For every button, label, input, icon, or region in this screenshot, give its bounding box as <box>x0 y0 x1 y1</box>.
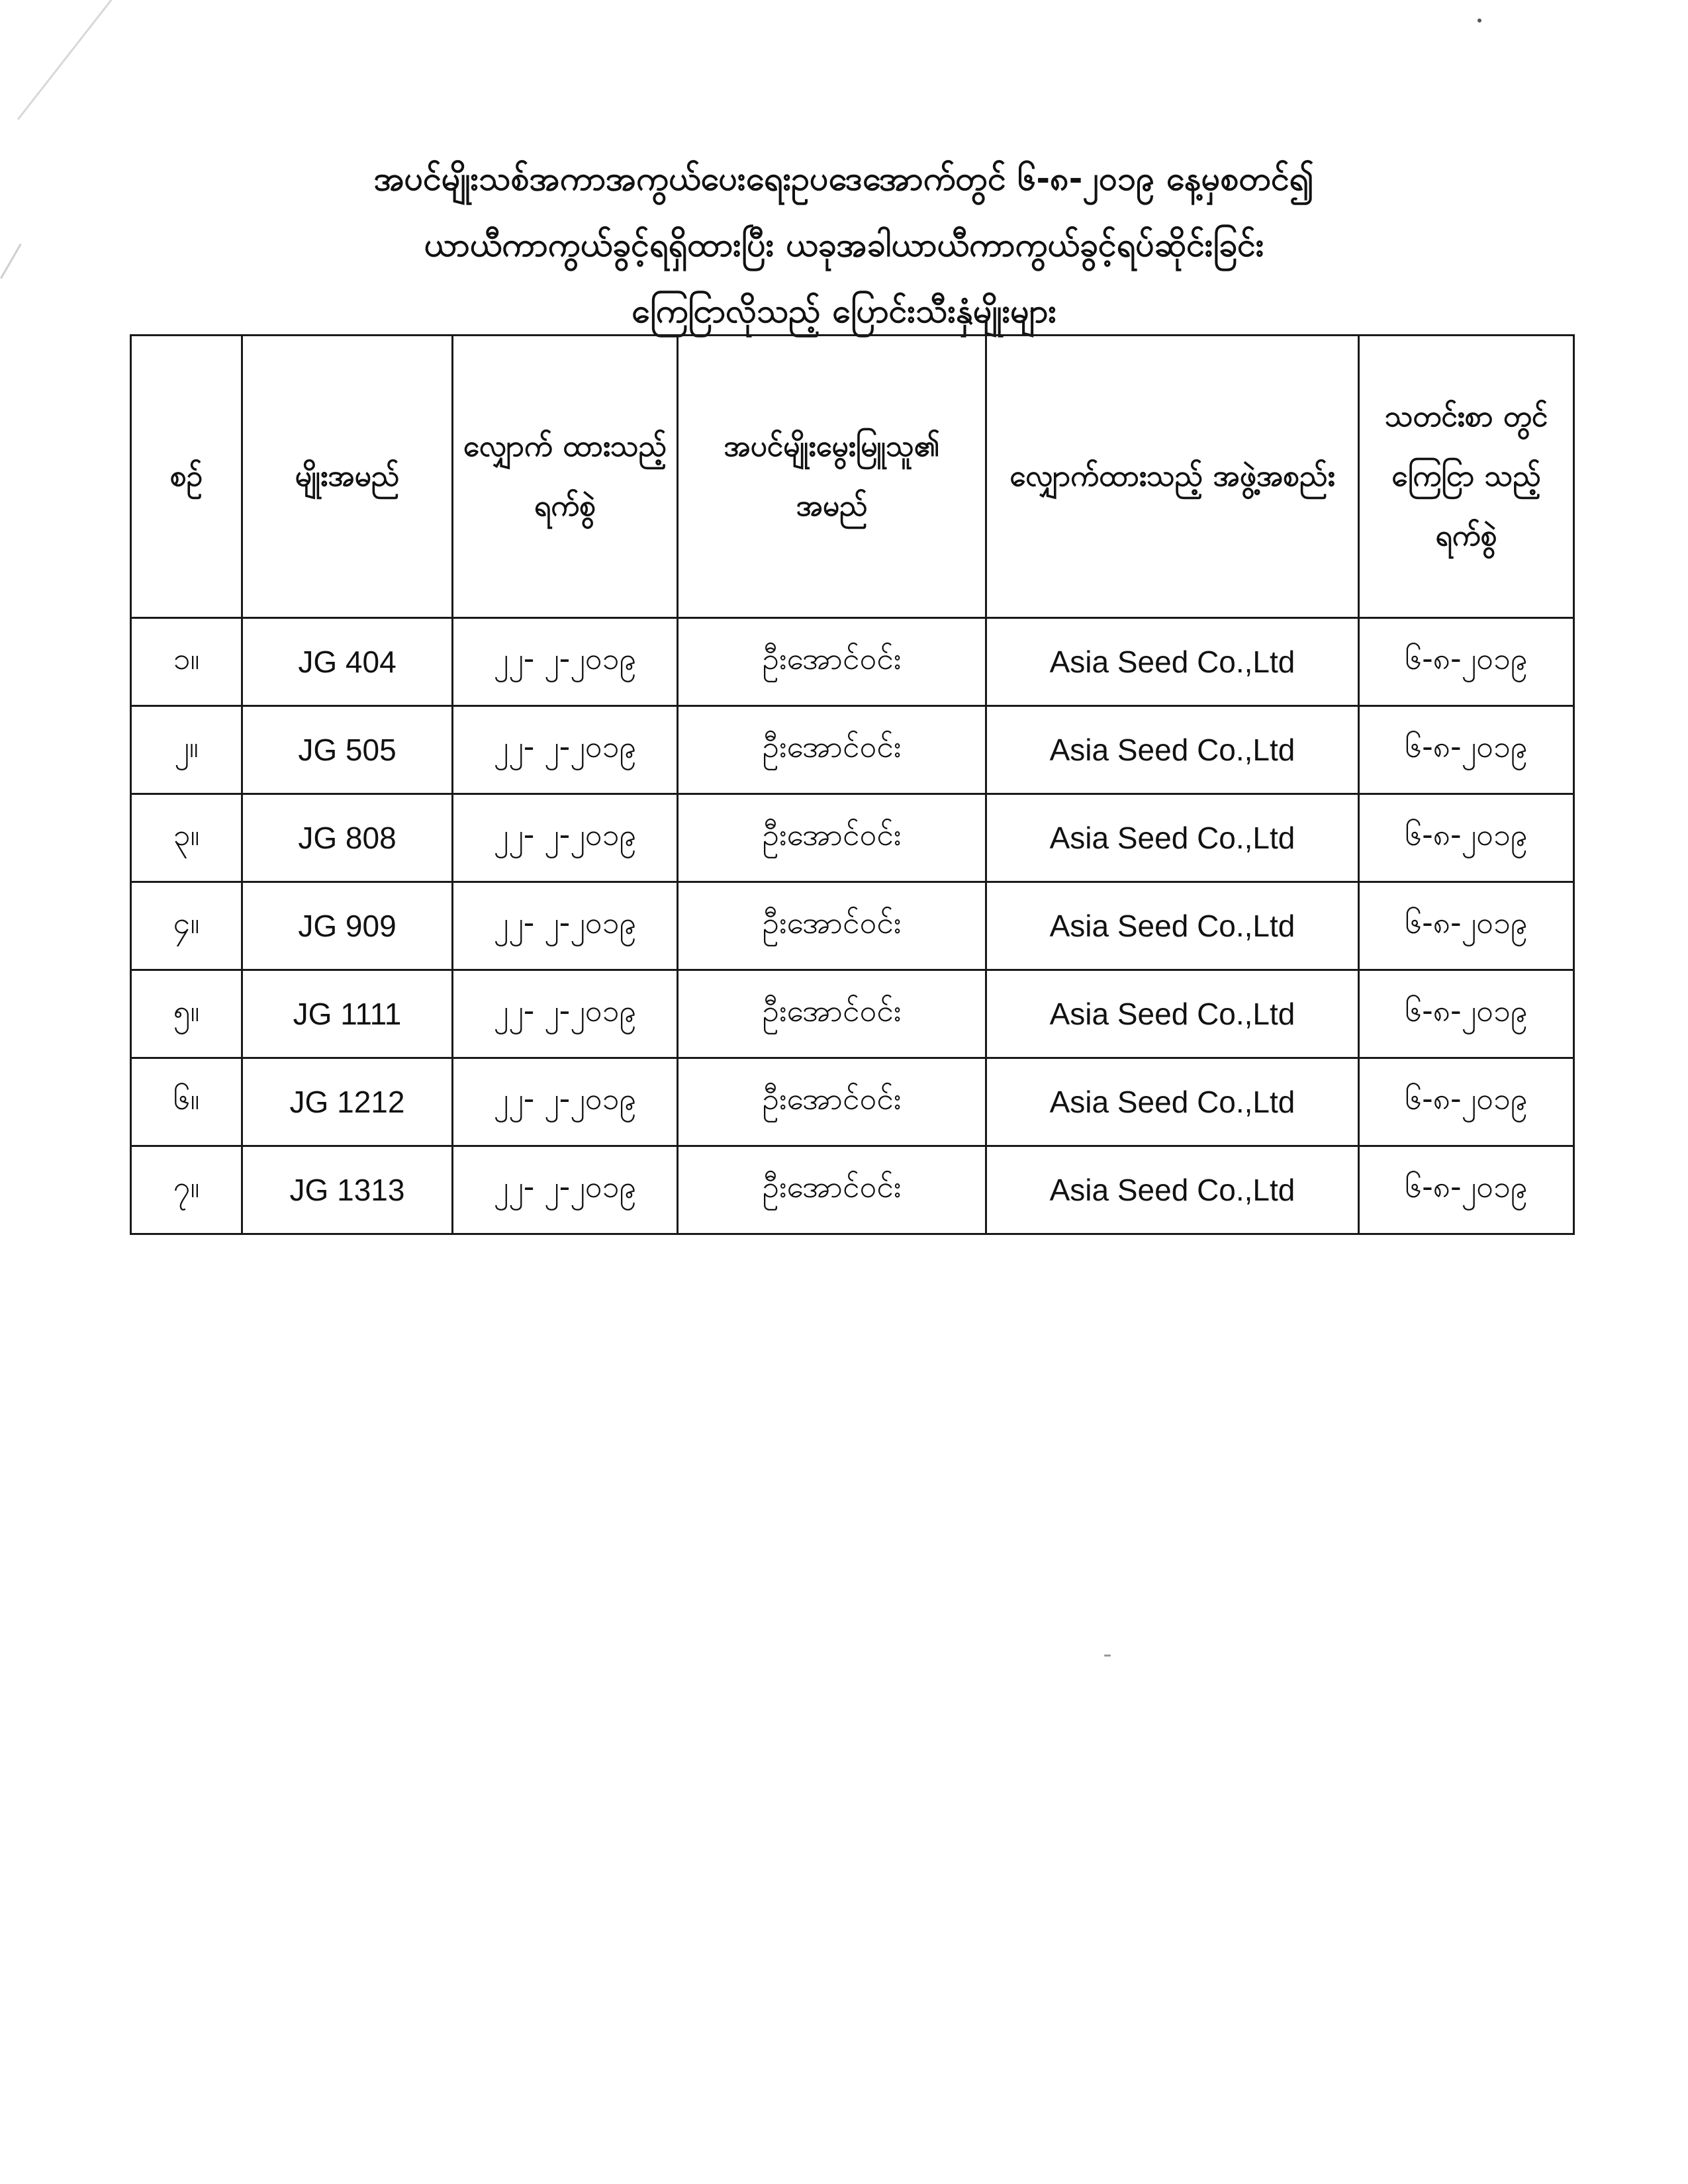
table-row <box>131 970 1574 1058</box>
cell-gazette-date: ၆-၈-၂၀၁၉ <box>1359 882 1574 970</box>
cell-variety: JG 404 <box>242 618 453 706</box>
document-title <box>132 146 1556 344</box>
cell-variety: JG 909 <box>242 882 453 970</box>
cell-breeder: ဦးအောင်ဝင်း <box>678 706 986 794</box>
cell-applicant: Asia Seed Co.,Ltd <box>986 618 1359 706</box>
cell-gazette-date: ၆-၈-၂၀၁၉ <box>1359 1058 1574 1146</box>
cell-no: ၆။ <box>131 1058 242 1146</box>
table-row <box>131 882 1574 970</box>
scan-fold-line <box>0 244 22 279</box>
cell-no: ၄။ <box>131 882 242 970</box>
cell-variety: JG 505 <box>242 706 453 794</box>
cell-gazette-date: ၆-၈-၂၀၁၉ <box>1359 618 1574 706</box>
header-applied-date: လျှောက် ထားသည့် ရက်စွဲ <box>453 336 678 618</box>
cell-applied-date: ၂၂- ၂-၂၀၁၉ <box>453 882 678 970</box>
table-header <box>131 336 1574 618</box>
cell-applicant: Asia Seed Co.,Ltd <box>986 1058 1359 1146</box>
cell-applied-date: ၂၂- ၂-၂၀၁၉ <box>453 618 678 706</box>
varieties-table <box>130 334 1575 1235</box>
table-row <box>131 794 1574 882</box>
cell-breeder: ဦးအောင်ဝင်း <box>678 1146 986 1234</box>
cell-applied-date: ၂၂- ၂-၂၀၁၉ <box>453 706 678 794</box>
cell-no: ၁။ <box>131 618 242 706</box>
cell-applied-date: ၂၂- ၂-၂၀၁၉ <box>453 1058 678 1146</box>
title-line-2: ယာယီကာကွယ်ခွင့်ရရှိထားပြီး ယခုအခါယာယီကာကွယ်ခွင့်ရပ်ဆိုင်းခြင်း <box>424 226 1264 264</box>
table-body <box>131 618 1574 1234</box>
cell-gazette-date: ၆-၈-၂၀၁၉ <box>1359 794 1574 882</box>
cell-breeder: ဦးအောင်ဝင်း <box>678 794 986 882</box>
cell-applicant: Asia Seed Co.,Ltd <box>986 882 1359 970</box>
cell-no: ၅။ <box>131 970 242 1058</box>
header-applicant: လျှောက်ထားသည့် အဖွဲ့အစည်း <box>986 336 1359 618</box>
cell-variety: JG 1313 <box>242 1146 453 1234</box>
cell-gazette-date: ၆-၈-၂၀၁၉ <box>1359 970 1574 1058</box>
scan-speck <box>1477 19 1481 23</box>
title-line-3: ကြေငြာလိုသည့် ပြောင်းသီးနှံမျိုးများ <box>631 292 1057 330</box>
cell-no: ၇။ <box>131 1146 242 1234</box>
header-no: စဉ် <box>131 336 242 618</box>
title-line-1: အပင်မျိုးသစ်အကာအကွယ်ပေးရေးဥပဒေအောက်တွင် ၆-၈-၂၀၁၉ နေ့မှစတင်၍ <box>373 159 1315 198</box>
cell-applicant: Asia Seed Co.,Ltd <box>986 970 1359 1058</box>
cell-gazette-date: ၆-၈-၂၀၁၉ <box>1359 706 1574 794</box>
cell-applied-date: ၂၂- ၂-၂၀၁၉ <box>453 794 678 882</box>
cell-applicant: Asia Seed Co.,Ltd <box>986 706 1359 794</box>
scan-speck <box>1104 1655 1111 1657</box>
table-row <box>131 618 1574 706</box>
cell-breeder: ဦးအောင်ဝင်း <box>678 618 986 706</box>
cell-breeder: ဦးအောင်ဝင်း <box>678 882 986 970</box>
cell-gazette-date: ၆-၈-၂၀၁၉ <box>1359 1146 1574 1234</box>
cell-applied-date: ၂၂- ၂-၂၀၁၉ <box>453 970 678 1058</box>
table-row <box>131 706 1574 794</box>
scan-fold-line <box>17 0 113 120</box>
header-breeder: အပင်မျိုးမွေးမြူသူ၏ အမည် <box>678 336 986 618</box>
cell-breeder: ဦးအောင်ဝင်း <box>678 1058 986 1146</box>
table-row <box>131 1146 1574 1234</box>
cell-applicant: Asia Seed Co.,Ltd <box>986 794 1359 882</box>
cell-applied-date: ၂၂- ၂-၂၀၁၉ <box>453 1146 678 1234</box>
cell-variety: JG 808 <box>242 794 453 882</box>
cell-breeder: ဦးအောင်ဝင်း <box>678 970 986 1058</box>
cell-variety: JG 1111 <box>242 970 453 1058</box>
cell-applicant: Asia Seed Co.,Ltd <box>986 1146 1359 1234</box>
cell-variety: JG 1212 <box>242 1058 453 1146</box>
cell-no: ၂။ <box>131 706 242 794</box>
header-variety: မျိုးအမည် <box>242 336 453 618</box>
header-gazette-date: သတင်းစာ တွင် ကြေငြာ သည့်ရက်စွဲ <box>1359 336 1574 618</box>
cell-no: ၃။ <box>131 794 242 882</box>
header-row <box>131 336 1574 618</box>
table-row <box>131 1058 1574 1146</box>
